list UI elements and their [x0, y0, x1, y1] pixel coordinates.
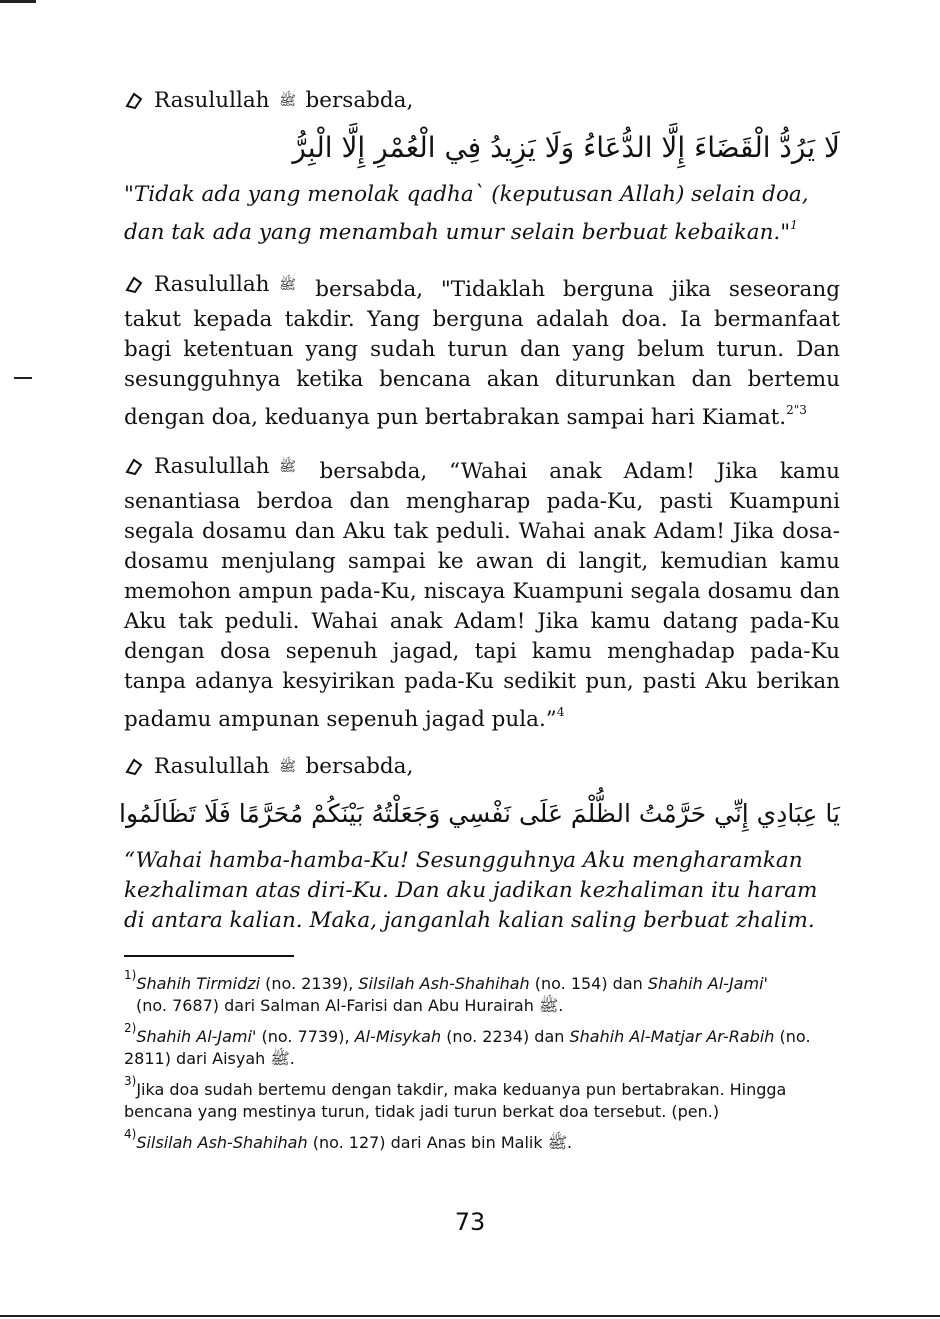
lead-text: Rasulullah [154, 754, 270, 779]
lead-tail: bersabda, [305, 88, 414, 113]
scan-mark-top [0, 0, 36, 3]
radhiyallahu-icon: ﷺ [538, 996, 559, 1015]
translation-1 [124, 180, 840, 248]
footnote-number: 4) [124, 1127, 137, 1141]
scan-mark-bottom [0, 1315, 940, 1317]
source-title: Silsilah Ash-Shahihah [358, 974, 530, 993]
source-detail: (no. 2139), [265, 974, 359, 993]
hadith-lead-3 [124, 452, 298, 482]
source-title: Al-Misykah [354, 1027, 442, 1046]
source-detail: (no. 7739), [261, 1027, 355, 1046]
footnote-3 [124, 1070, 840, 1123]
footnote-4 [124, 1123, 840, 1154]
footnote-ref: 1 [790, 218, 798, 232]
hadith-lead-4 [124, 752, 413, 782]
salawat-icon: ﷺ [279, 759, 296, 775]
source-detail: (no. 154) dan [534, 974, 648, 993]
lead-tail: bersabda, [305, 754, 414, 779]
hadith-block-1 [124, 86, 840, 121]
footnote-text: Jika doa sudah bertemu dengan takdir, maka keduanya pun bertabrakan. Hingga bencana yang mestinya turun, tidak jadi turun berkat doa tersebut. (pen.) [124, 1080, 787, 1121]
source-title: Silsilah Ash-Shahihah [136, 1133, 308, 1152]
footnote-1 [124, 964, 840, 1017]
source-title: Shahih Al-Jami' [647, 974, 768, 993]
footnote-divider [124, 955, 294, 957]
translation-text: "Tidak ada yang menolak qadha` (keputusan Allah) selain doa, dan tak ada yang menambah umur selain berbuat kebaikan." [124, 182, 809, 245]
hadith-lead-1 [124, 86, 413, 116]
scan-mark-left [14, 377, 32, 379]
footnote-2 [124, 1017, 840, 1070]
hand-pointer-icon [124, 90, 146, 112]
source-title: Shahih Al-Matjar Ar-Rabih [569, 1027, 775, 1046]
lead-text: Rasulullah [154, 272, 270, 297]
salawat-icon: ﷺ [279, 93, 296, 109]
hadith-text: bersabda, “Wahai anak Adam! Jika kamu senantiasa berdoa dan mengharap pada-Ku, pasti Kuampuni segala dosamu dan Aku tak peduli. Wahai anak Adam! Jika dosa-dosamu menjulang sampai ke awan di langit, kemudian kamu memohon ampun pada-Ku, niscaya Kuampuni segala dosamu dan Aku tak peduli. Wahai anak Adam! Jika kamu datang pada-Ku dengan dosa sepenuh jagad, tapi kamu menghadap pada-Ku tanpa adanya kesyirikan pada-Ku sedikit pun, pasti Aku berikan padamu ampunan sepenuh jagad pula.” [124, 459, 840, 732]
footnote-end: . [567, 1133, 573, 1152]
hadith-text: bersabda, "Tidaklah berguna jika seseorang takut kepada takdir. Yang berguna adalah doa. Ia bermanfaat bagi ketentuan yang sudah turun dan yang belum turun. Dan sesungguhnya ketika bencana akan diturunkan dan bertemu dengan doa, keduanya pun bertabrakan sampai hari Kiamat. [124, 277, 840, 430]
radhiyallahu-icon: ﷺ [270, 1049, 290, 1068]
hand-pointer-icon [124, 274, 146, 296]
arabic-text-2: يَا عِبَادِي إِنِّي حَرَّمْتُ الظُّلْمَ عَلَى نَفْسِي وَجَعَلْتُهُ بَيْنَكُمْ مُحَرَّمًا فَلَا تَظَالَمُوا [119, 799, 840, 828]
footnote-end: . [558, 996, 564, 1015]
hadith-block-3 [124, 452, 840, 735]
radhiyallahu-icon: ﷺ [547, 1133, 568, 1152]
footnote-number: 2) [124, 1021, 137, 1035]
lead-text: Rasulullah [154, 454, 270, 479]
footnote-number: 3) [124, 1074, 137, 1088]
footnote-end: . [289, 1049, 295, 1068]
source-title: Shahih Al-Jami' [136, 1027, 257, 1046]
hadith-block-2 [124, 270, 840, 433]
source-detail: (no. 2234) dan [446, 1027, 570, 1046]
translation-2 [124, 846, 840, 936]
page-number: 73 [454, 1208, 486, 1236]
hand-pointer-icon [124, 456, 146, 478]
hand-pointer-icon [124, 756, 146, 778]
source-title: Shahih Tirmidzi [136, 974, 261, 993]
salawat-icon: ﷺ [279, 277, 296, 293]
source-detail: (no. 2811) dari Aisyah [124, 1027, 811, 1068]
translation-text: “Wahai hamba-hamba-Ku! Sesungguhnya Aku mengharamkan kezhaliman atas diri-Ku. Dan aku jadikan kezhaliman itu haram di antara kalian. Maka, janganlah kalian saling berbuat zhalim. [124, 848, 818, 933]
source-detail: (no. 7687) dari Salman Al-Farisi dan Abu Hurairah [136, 996, 534, 1015]
hadith-block-4 [124, 752, 840, 787]
source-detail: (no. 127) dari Anas bin Malik [312, 1133, 543, 1152]
footnote-number: 1) [124, 968, 137, 982]
hadith-lead-2 [124, 270, 298, 300]
footnote-ref: 4 [556, 705, 565, 719]
salawat-icon: ﷺ [279, 459, 296, 475]
lead-text: Rasulullah [154, 88, 270, 113]
footnote-ref: 2"3 [786, 403, 807, 417]
arabic-text-1: لَا يَرُدُّ الْقَضَاءَ إِلَّا الدُّعَاءُ وَلَا يَزِيدُ فِي الْعُمْرِ إِلَّا الْبِرُّ [292, 131, 840, 164]
footnotes [124, 964, 840, 1154]
